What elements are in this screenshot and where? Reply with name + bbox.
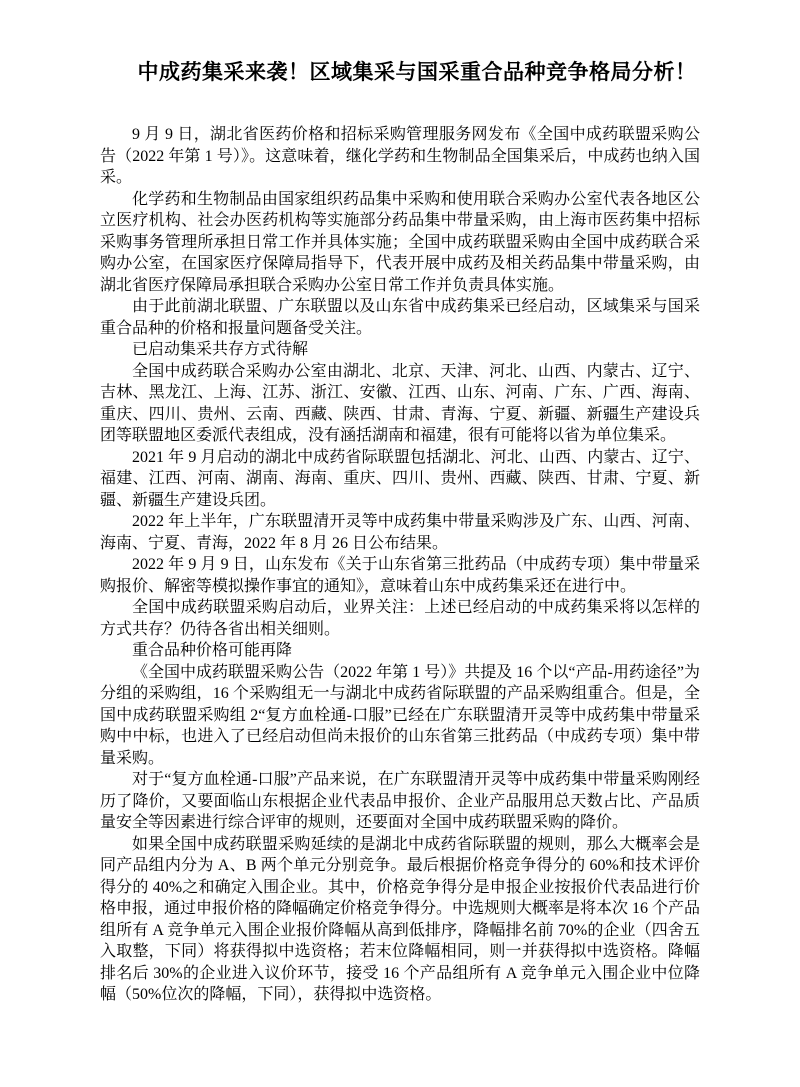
article-paragraph: 由于此前湖北联盟、广东联盟以及山东省中成药集采已经启动，区域集采与国采重合品种的价格和报量问题备受关注。 (100, 298, 700, 337)
article-title: 中成药集采来袭！区域集采与国采重合品种竞争格局分析！ (137, 60, 697, 84)
article-paragraph: 化学药和生物制品由国家组织药品集中采购和使用联合采购办公室代表各地区公立医疗机构、社会办医药机构等实施部分药品集中带量采购，由上海市医药集中招标采购事务管理所承担日常工作并具体实施；全国中成药联盟采购由全国中成药联合采购办公室，在国家医疗保障局指导下，代表开展中成药及相关药品集中带量采购，由湖北省医疗保障局承担联合采购办公室日常工作并负责具体实施。 (100, 190, 700, 294)
article-paragraph: 对于“复方血栓通-口服”产品来说，在广东联盟清开灵等中成药集中带量采购刚经历了降价，又要面临山东根据企业代表品申报价、企业产品服用总天数占比、产品质量安全等因素进行综合评审的规则，还要面对全国中成药联盟采购的降价。 (100, 771, 700, 831)
article-body (100, 124, 700, 1006)
article-paragraph: 全国中成药联盟采购启动后，业界关注：上述已经启动的中成药集采将以怎样的方式共存？仍待各省出相关细则。 (100, 599, 700, 638)
article-paragraph: 2022 年 9 月 9 日，山东发布《关于山东省第三批药品（中成药专项）集中带量采购报价、解密等模拟操作事宜的通知》，意味着山东中成药集采还在进行中。 (100, 556, 700, 595)
article-paragraph: 2021 年 9 月启动的湖北中成药省际联盟包括湖北、河北、山西、内蒙古、辽宁、福建、江西、河南、湖南、海南、重庆、四川、贵州、西藏、陕西、甘肃、宁夏、新疆、新疆生产建设兵团。 (100, 448, 700, 509)
section-heading-price-drop: 重合品种价格可能再降 (132, 642, 293, 659)
section-heading-coexistence: 已启动集采共存方式待解 (132, 341, 309, 358)
article-paragraph: 全国中成药联合采购办公室由湖北、北京、天津、河北、山西、内蒙古、辽宁、吉林、黑龙江、上海、江苏、浙江、安徽、江西、山东、河南、广东、广西、海南、重庆、四川、贵州、云南、西藏、陕西、甘肃、青海、宁夏、新疆、新疆生产建设兵团等联盟地区委派代表组成，没有涵括湖南和福建，很有可能将以省为单位集采。 (100, 362, 700, 444)
article-paragraph: 2022 年上半年，广东联盟清开灵等中成药集中带量采购涉及广东、山西、河南、海南、宁夏、青海，2022 年 8 月 26 日公布结果。 (100, 513, 700, 552)
article-paragraph: 《全国中成药联盟采购公告（2022 年第 1 号）》共提及 16 个以“产品-用药途径”为分组的采购组，16 个采购组无一与湖北中成药省际联盟的产品采购组重合。但是，全国中成药联盟采购组 2“复方血栓通-口服”已经在广东联盟清开灵等中成药集中带量采购中中标，也进入了已经启动但尚未报价的山东省第三批药品（中成药专项）集中带量采购。 (100, 663, 700, 767)
article-paragraph: 如果全国中成药联盟采购延续的是湖北中成药省际联盟的规则，那么大概率会是同产品组内分为 A、B 两个单元分别竞争。最后根据价格竞争得分的 60%和技术评价得分的 40%之和确定入围企业。其中，价格竞争得分是申报企业按报价代表品进行价格申报，通过申报价格的降幅确定价格竞争得分。中选规则大概率是将本次 16 个产品组所有 A 竞争单元入围企业报价降幅从高到低排序，降幅排名前 70%的企业（四舍五入取整，下同）将获得拟中选资格；若末位降幅相同，则一并获得拟中选资格。降幅排名后 30%的企业进入议价环节，接受 16 个产品组所有 A 竞争单元入围企业中位降幅（50%位次的降幅，下同），获得拟中选资格。 (100, 835, 701, 1003)
article-paragraph: 9 月 9 日，湖北省医药价格和招标采购管理服务网发布《全国中成药联盟采购公告（2022 年第 1 号）》。这意味着，继化学药和生物制品全国集采后，中成药也纳入国采。 (100, 126, 700, 186)
